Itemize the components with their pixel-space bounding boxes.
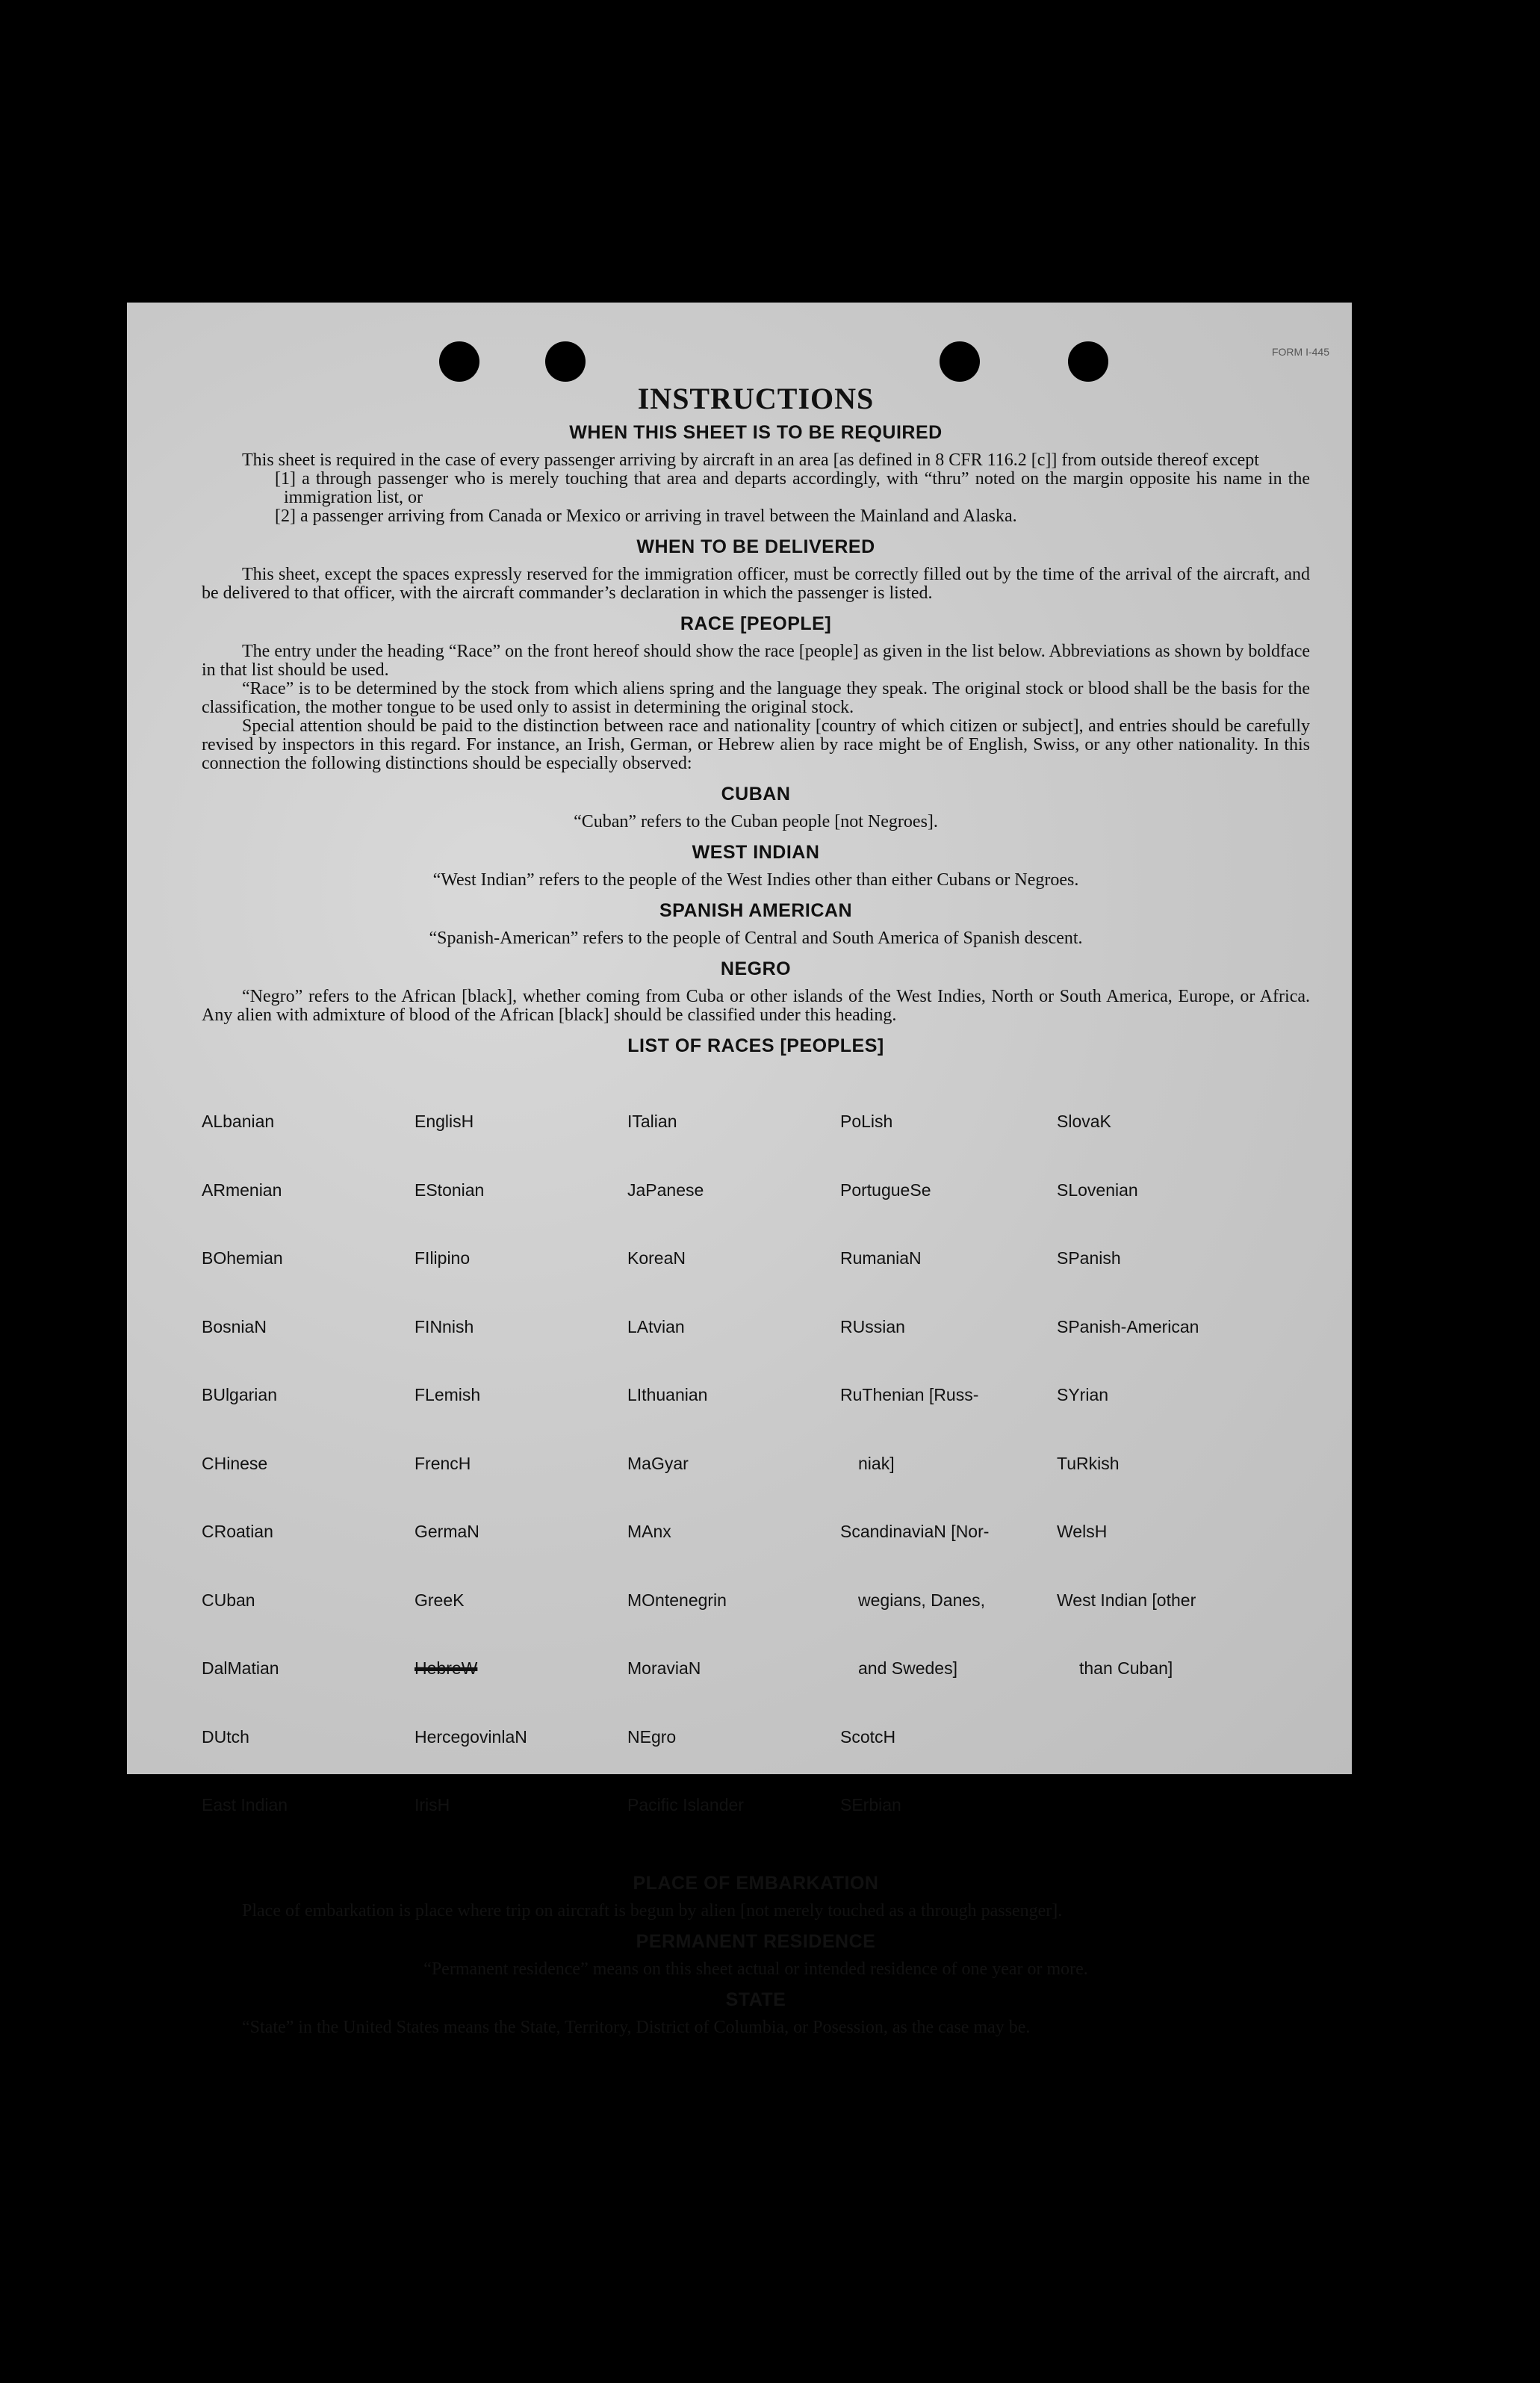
form-number: FORM I-445 (1271, 346, 1329, 358)
race-entry-struck: HebreW (415, 1658, 478, 1678)
race-entry: MAnx (627, 1522, 671, 1541)
state-text: “State” in the United States means the State, Territory, District of Columbia, or Posession, as the case may be. (242, 2017, 1031, 2037)
west-indian-text: “West Indian” refers to the people of the West Indies other than either Cubans or Negroes. (432, 870, 1079, 890)
punch-hole (439, 341, 479, 382)
exception-1: [1] a through passenger who is merely touching that area and departs accordingly, with “thru” noted on the margin opposite his name in the immigration list, or (275, 469, 1310, 507)
section-heading-when-required: WHEN THIS SHEET IS TO BE REQUIRED (569, 422, 943, 443)
instruction-sheet (127, 303, 1352, 2037)
race-entry: Pacific Islander (627, 1795, 744, 1815)
exception-2: [2] a passenger arriving from Canada or Mexico or arriving in travel between the Mainland and Alaska. (275, 506, 1017, 526)
race-entry: CHinese (202, 1453, 268, 1473)
race-entry: IrisH (415, 1795, 450, 1815)
race-entry: PoLish (840, 1112, 893, 1131)
race-entry: NEgro (627, 1726, 677, 1747)
race-entry: WelsH (1057, 1522, 1108, 1541)
section-heading-embarkation: PLACE OF EMBARKATION (633, 1872, 879, 1894)
section-heading-spanish-american: SPANISH AMERICAN (659, 900, 852, 921)
race-entry: FLemish (415, 1385, 481, 1404)
race-entry: GreeK (415, 1590, 465, 1610)
race-entry: FINnish (415, 1316, 474, 1336)
race-entry: HercegovinlaN (415, 1726, 527, 1747)
permanent-residence-text: “Permanent residence” means on this sheet actual or intended residence of one year or more. (423, 1959, 1088, 1979)
race-column (415, 1065, 627, 1862)
race-paragraph-3: Special attention should be paid to the distinction between race and nationality [country of which citizen or subject], and entries should be carefully revised by inspectors in this regard. For instance, an Irish, German, or Hebrew alien by race might be of English, Swiss, or any other nationality. In this connection the following distinctions should be especially observed: (202, 716, 1310, 773)
punch-hole (1068, 341, 1108, 382)
race-entry: BUlgarian (202, 1385, 277, 1404)
race-paragraph-1: The entry under the heading “Race” on the front hereof should show the race [people] as given in the list below. Abbreviations as shown by boldface in that list should be used. (202, 642, 1310, 680)
race-entry: ARmenian (202, 1180, 282, 1200)
section-heading-cuban: CUBAN (721, 784, 791, 805)
race-entry: MaGyar (627, 1453, 689, 1473)
race-entry: RumaniaN (840, 1248, 922, 1268)
race-entry: EnglisH (415, 1112, 474, 1131)
section-heading-state: STATE (725, 1989, 786, 2010)
race-entry: GermaN (415, 1522, 479, 1541)
race-entry: RUssian (840, 1316, 905, 1336)
section-heading-when-delivered: WHEN TO BE DELIVERED (636, 536, 875, 557)
race-entry: KoreaN (627, 1248, 686, 1268)
race-entry: ITalian (627, 1112, 677, 1131)
race-entry: TuRkish (1057, 1453, 1120, 1473)
race-entry: East Indian (202, 1795, 288, 1815)
race-entry: DUtch (202, 1726, 249, 1747)
embarkation-text: Place of embarkation is place where trip on aircraft is begun by alien [not merely touched as a through passenger]. (242, 1900, 1063, 1921)
race-paragraph-2: “Race” is to be determined by the stock from which aliens spring and the language they speak. The original stock or blood shall be the basis for the classification, the mother tongue to be used only to assist in determining the original stock. (202, 679, 1310, 717)
section-heading-list-of-races: LIST OF RACES [PEOPLES] (627, 1035, 884, 1056)
race-entry: LAtvian (627, 1316, 685, 1336)
race-entry: West Indian [other (1057, 1590, 1196, 1610)
race-entry: SYrian (1057, 1385, 1109, 1404)
race-column (627, 1065, 840, 1862)
race-entry: SPanish (1057, 1248, 1121, 1268)
race-entry: RuThenian [Russ- (840, 1385, 979, 1404)
section-heading-permanent-residence: PERMANENT RESIDENCE (636, 1930, 876, 1952)
race-entry: wegians, Danes, (858, 1590, 986, 1610)
race-entry: MoraviaN (627, 1658, 701, 1678)
race-column (840, 1065, 1057, 1862)
spanish-american-text: “Spanish-American” refers to the people of Central and South America of Spanish descent. (429, 929, 1083, 948)
race-column (202, 1065, 415, 1862)
race-entry: BOhemian (202, 1248, 283, 1268)
race-entry: JaPanese (627, 1180, 704, 1200)
race-entry: SLovenian (1057, 1180, 1138, 1200)
race-entry: FrencH (415, 1453, 471, 1473)
race-entry: EStonian (415, 1180, 485, 1200)
race-entry: ScotcH (840, 1726, 896, 1747)
race-entry: SPanish-American (1057, 1316, 1199, 1336)
race-entry: than Cuban] (1079, 1658, 1173, 1678)
race-entry: ScandinaviaN [Nor- (840, 1522, 990, 1541)
section-heading-negro: NEGRO (720, 958, 792, 979)
section-heading-race: RACE [PEOPLE] (680, 613, 832, 634)
races-list (202, 1065, 1310, 1862)
when-delivered-text: This sheet, except the spaces expressly reserved for the immigration officer, must be correctly filled out by the time of the arrival of the aircraft, and be delivered to that officer, with the aircraft commander’s declaration in which the passenger is listed. (202, 565, 1310, 603)
section-heading-west-indian: WEST INDIAN (692, 842, 820, 863)
race-entry: SlovaK (1057, 1112, 1111, 1131)
race-entry: MOntenegrin (627, 1590, 727, 1610)
race-entry: PortugueSe (840, 1180, 931, 1200)
race-entry: FIlipino (415, 1248, 471, 1268)
punch-hole (940, 341, 980, 382)
race-entry: SErbian (840, 1795, 901, 1815)
race-entry: BosniaN (202, 1316, 267, 1336)
race-entry: CRoatian (202, 1522, 273, 1541)
race-entry: LIthuanian (627, 1385, 708, 1404)
page-title: INSTRUCTIONS (637, 382, 875, 415)
cuban-text: “Cuban” refers to the Cuban people [not Negroes]. (574, 812, 938, 831)
race-entry: and Swedes] (858, 1658, 957, 1678)
punch-hole (545, 341, 586, 382)
race-entry: ALbanian (202, 1112, 275, 1131)
race-entry: CUban (202, 1590, 255, 1610)
when-required-intro: This sheet is required in the case of every passenger arriving by aircraft in an area [as defined in 8 CFR 116.2 [c]] from outside thereof except (242, 450, 1259, 470)
race-entry: DalMatian (202, 1658, 279, 1678)
race-column (1057, 1065, 1303, 1862)
race-entry: niak] (858, 1453, 895, 1473)
negro-text: “Negro” refers to the African [black], whether coming from Cuba or other islands of the West Indies, North or South America, Europe, or Africa. Any alien with admixture of blood of the African [black] should be classified under this heading. (202, 987, 1310, 1025)
